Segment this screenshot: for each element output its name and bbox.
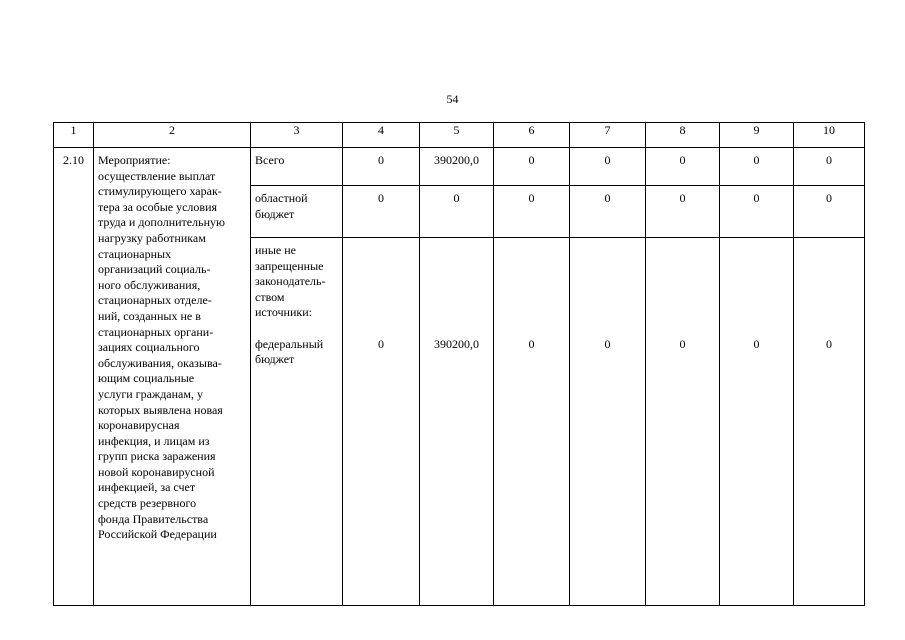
source-label-line: Всего <box>255 153 285 167</box>
header-cell: 5 <box>420 123 494 148</box>
description-line: новой коронавирусной <box>98 464 215 479</box>
value-cell: 0 <box>343 186 420 238</box>
description-line: тера за особые условия <box>98 199 218 214</box>
value-cell: 0 <box>343 238 420 606</box>
description-line: Мероприятие: <box>98 153 171 167</box>
table-row <box>54 148 865 186</box>
description-line: ного обслуживания, <box>98 277 201 292</box>
description-line: осуществление выплат <box>98 168 216 183</box>
description-line: средств резервного <box>98 496 197 511</box>
source-label-line: областной <box>255 191 308 205</box>
source-label <box>251 186 343 238</box>
description-line: фонда Правительства <box>98 511 209 526</box>
description-line: стационарных <box>98 246 172 261</box>
header-row <box>54 123 865 148</box>
header-cell: 2 <box>94 123 251 148</box>
description-line: инфекция, и лицам из <box>98 433 210 448</box>
source-label-line: федеральный <box>255 336 324 351</box>
value-cell: 0 <box>646 238 720 606</box>
source-prefix-line: иные не <box>255 243 296 257</box>
header-cell: 4 <box>343 123 420 148</box>
page-number: 54 <box>446 92 459 106</box>
description-line: ний, созданных не в <box>98 308 201 323</box>
description-line: ющим социальные <box>98 371 195 386</box>
value-cell: 0 <box>794 148 865 186</box>
value-cell: 0 <box>720 238 794 606</box>
value-cell: 0 <box>646 148 720 186</box>
description-line: организаций социаль- <box>98 262 211 277</box>
value-cell: 0 <box>494 238 570 606</box>
source-label <box>251 238 343 606</box>
description-line: труда и дополнительную <box>98 215 225 230</box>
description-text <box>98 153 246 543</box>
value-cell: 0 <box>570 148 646 186</box>
header-cell: 3 <box>251 123 343 148</box>
value-cell: 0 <box>646 186 720 238</box>
budget-table <box>53 122 865 606</box>
source-prefix-line: запрещенные <box>255 258 324 273</box>
value-cell: 0 <box>794 238 865 606</box>
row-id: 2.10 <box>54 148 94 606</box>
description-line: стационарных органи- <box>98 324 214 339</box>
source-prefix-line: источники: <box>255 305 312 320</box>
value-cell: 390200,0 <box>420 148 494 186</box>
description-line: которых выявлена новая <box>98 402 223 417</box>
header-cell: 6 <box>494 123 570 148</box>
header-cell: 10 <box>794 123 865 148</box>
description-line: услуги гражданам, у <box>98 386 203 401</box>
description-line: обслуживания, оказыва- <box>98 355 222 370</box>
description-line: стимулирующего харак- <box>98 184 222 199</box>
value-cell: 0 <box>343 148 420 186</box>
value-cell: 390200,0 <box>420 238 494 606</box>
description-line: групп риска заражения <box>98 449 216 464</box>
source-prefix-line: законодатель- <box>255 274 326 289</box>
header-cell: 8 <box>646 123 720 148</box>
value-cell: 0 <box>420 186 494 238</box>
row-description <box>94 148 251 606</box>
source-label-line: бюджет <box>255 206 295 221</box>
value-cell: 0 <box>494 148 570 186</box>
value-cell: 0 <box>720 148 794 186</box>
description-line: Российской Федерации <box>98 527 217 542</box>
description-line: стационарных отделе- <box>98 293 212 308</box>
description-line: коронавирусная <box>98 418 180 433</box>
source-label-line: бюджет <box>255 352 295 367</box>
value-cell: 0 <box>794 186 865 238</box>
header-cell: 7 <box>570 123 646 148</box>
value-cell: 0 <box>570 238 646 606</box>
description-line: инфекцией, за счет <box>98 480 196 495</box>
source-prefix-line: ством <box>255 289 285 304</box>
description-line: нагрузку работникам <box>98 230 206 245</box>
value-cell: 0 <box>720 186 794 238</box>
value-cell: 0 <box>570 186 646 238</box>
source-label <box>251 148 343 186</box>
description-line: зациях социального <box>98 340 200 355</box>
value-cell: 0 <box>494 186 570 238</box>
header-cell: 1 <box>54 123 94 148</box>
header-cell: 9 <box>720 123 794 148</box>
